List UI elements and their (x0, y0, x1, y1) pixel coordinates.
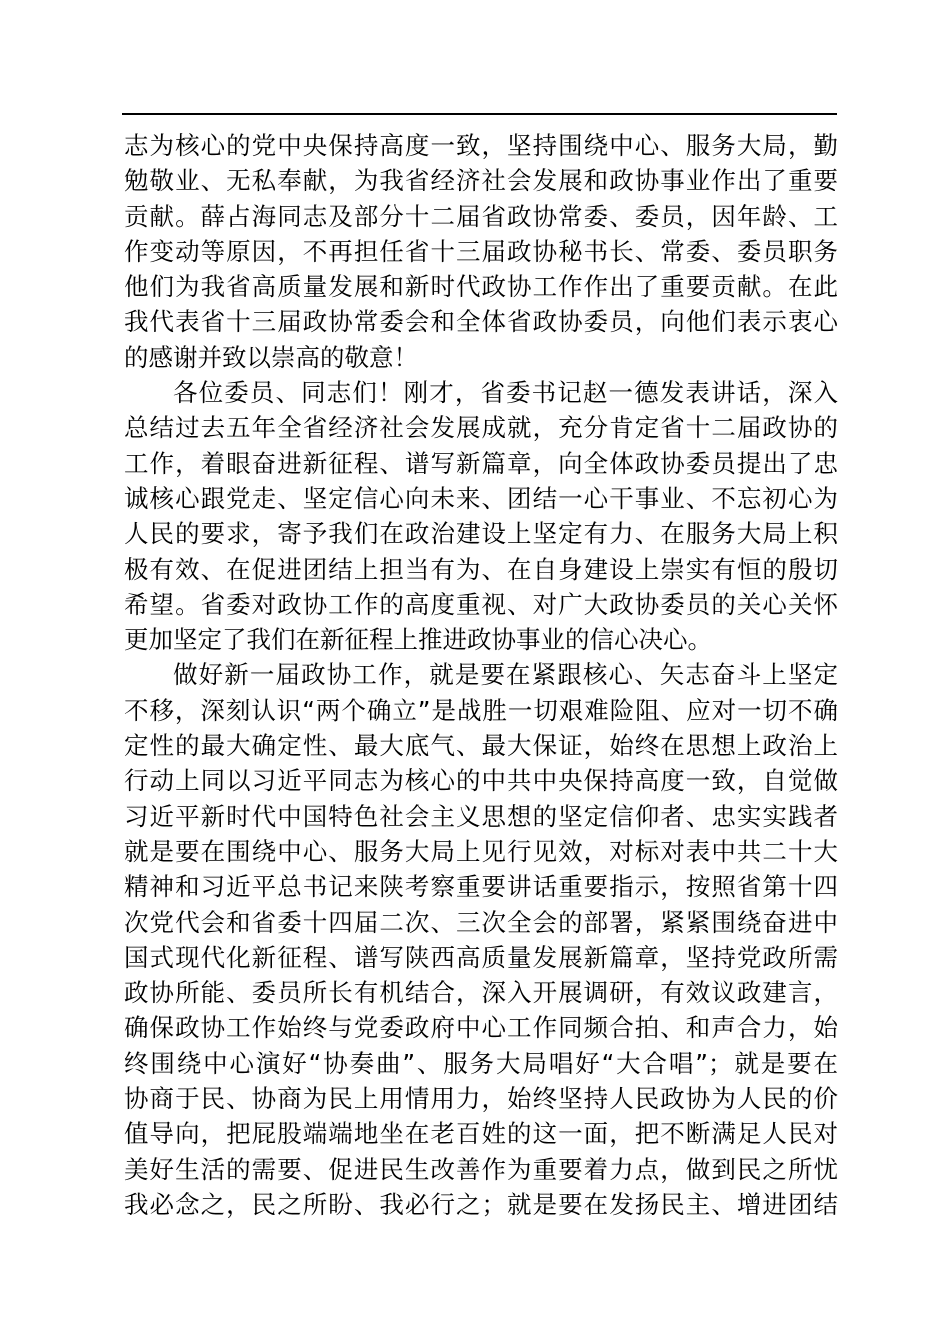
text-line: 总结过去五年全省经济社会发展成就，充分肯定省十二届政协的 (124, 413, 838, 443)
text-line: 美好生活的需要、促进民生改善作为重要着力点，做到民之所忧 (124, 1154, 838, 1184)
text-line: 作变动等原因，不再担任省十三届政协秘书长、常委、委员职务 (124, 236, 838, 266)
text-line: 协商于民、协商为民上用情用力，始终坚持人民政协为人民的价 (124, 1084, 838, 1114)
text-line: 定性的最大确定性、最大底气、最大保证，始终在思想上政治上 (124, 731, 838, 761)
text-line: 就是要在围绕中心、服务大局上见行见效，对标对表中共二十大 (124, 836, 838, 866)
text-line: 的感谢并致以崇高的敬意！ (124, 342, 418, 372)
text-line: 我代表省十三届政协常委会和全体省政协委员，向他们表示衷心 (124, 307, 838, 337)
text-line: 志为核心的党中央保持高度一致，坚持围绕中心、服务大局，勤 (124, 131, 838, 160)
text-line: 人民的要求，寄予我们在政治建设上坚定有力、在服务大局上积 (124, 519, 838, 549)
text-line: 国式现代化新征程、谱写陕西高质量发展新篇章，坚持党政所需 (124, 942, 838, 972)
text-line: 做好新一届政协工作，就是要在紧跟核心、矢志奋斗上坚定 (173, 660, 838, 690)
text-line: 习近平新时代中国特色社会主义思想的坚定信仰者、忠实实践者 (124, 801, 838, 831)
text-line: 诚核心跟党走、坚定信心向未来、团结一心干事业、不忘初心为 (124, 483, 838, 513)
text-line: 值导向，把屁股端端地坐在老百姓的这一面，把不断满足人民对 (124, 1119, 838, 1149)
header-rule (122, 113, 837, 115)
text-line: 次党代会和省委十四届二次、三次全会的部署，紧紧围绕奋进中 (124, 907, 838, 937)
body-text (124, 128, 838, 1222)
text-line: 他们为我省高质量发展和新时代政协工作作出了重要贡献。在此 (124, 272, 838, 302)
text-line: 确保政协工作始终与党委政府中心工作同频合拍、和声合力，始 (124, 1013, 838, 1043)
text-line: 工作，着眼奋进新征程、谱写新篇章，向全体政协委员提出了忠 (124, 448, 838, 478)
text-line: 终围绕中心演好“协奏曲”、服务大局唱好“大合唱”；就是要在 (124, 1048, 838, 1078)
text-line: 行动上同以习近平同志为核心的中共中央保持高度一致，自觉做 (124, 766, 838, 796)
text-line: 希望。省委对政协工作的高度重视、对广大政协委员的关心关怀 (124, 589, 838, 619)
text-line: 极有效、在促进团结上担当有为、在自身建设上崇实有恒的殷切 (124, 554, 838, 584)
paragraph (124, 657, 838, 1222)
text-line: 勉敬业、无私奉献，为我省经济社会发展和政协事业作出了重要 (124, 166, 838, 196)
text-line: 不移，深刻认识“两个确立”是战胜一切艰难险阻、应对一切不确 (124, 695, 838, 725)
paragraph (124, 128, 838, 375)
text-line: 各位委员、同志们！刚才，省委书记赵一德发表讲话，深入 (173, 378, 838, 408)
text-line: 更加坚定了我们在新征程上推进政协事业的信心决心。 (124, 625, 712, 655)
paragraph (124, 375, 838, 657)
text-line: 政协所能、委员所长有机结合，深入开展调研，有效议政建言， (124, 978, 838, 1008)
text-line: 贡献。薛占海同志及部分十二届省政协常委、委员，因年龄、工 (124, 201, 838, 231)
text-line: 我必念之，民之所盼、我必行之；就是要在发扬民主、增进团结 (124, 1189, 838, 1219)
text-line: 精神和习近平总书记来陕考察重要讲话重要指示，按照省第十四 (124, 872, 838, 902)
